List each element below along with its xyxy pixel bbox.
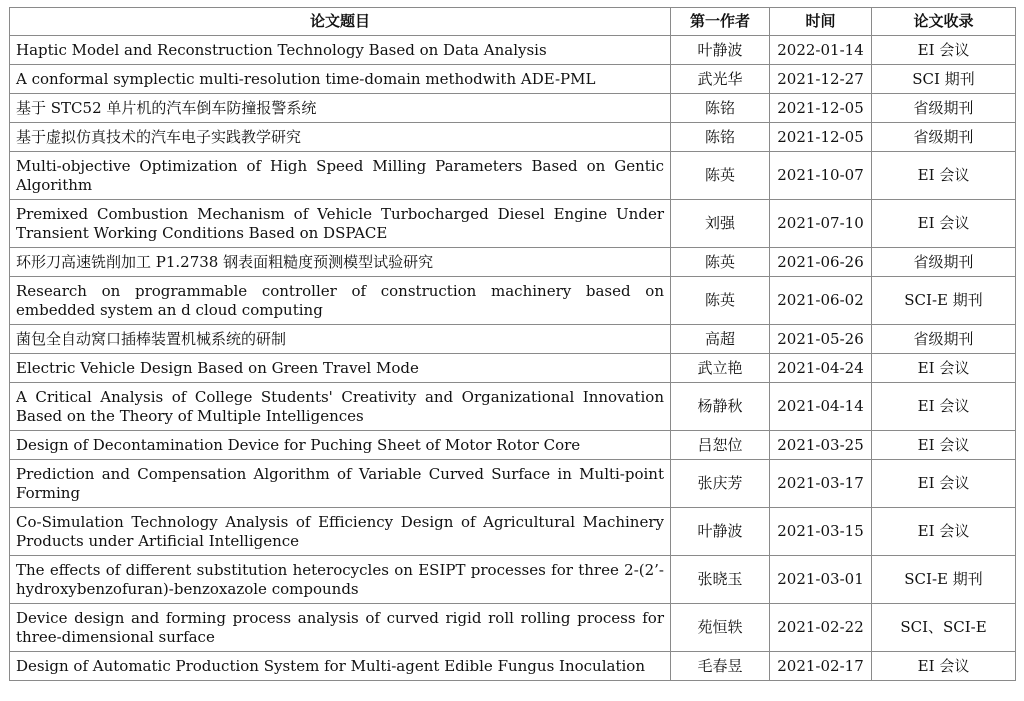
- paper-date: 2021-07-10: [770, 200, 872, 248]
- paper-author: 苑恒轶: [671, 604, 770, 652]
- paper-author: 吕恕位: [671, 431, 770, 460]
- paper-date: 2021-03-01: [770, 556, 872, 604]
- paper-indexing: SCI-E 期刊: [872, 277, 1016, 325]
- paper-author: 叶静波: [671, 508, 770, 556]
- table-row: [10, 383, 1016, 431]
- paper-title: Design of Decontamination Device for Puching Sheet of Motor Rotor Core: [10, 431, 671, 460]
- paper-indexing: 省级期刊: [872, 248, 1016, 277]
- paper-indexing: EI 会议: [872, 460, 1016, 508]
- paper-date: 2021-05-26: [770, 325, 872, 354]
- table-row: [10, 36, 1016, 65]
- paper-title: Haptic Model and Reconstruction Technology Based on Data Analysis: [10, 36, 671, 65]
- paper-date: 2021-03-15: [770, 508, 872, 556]
- paper-title: Prediction and Compensation Algorithm of Variable Curved Surface in Multi-point Forming: [10, 460, 671, 508]
- paper-title: Device design and forming process analysis of curved rigid roll rolling process for three-dimensional surface: [10, 604, 671, 652]
- paper-indexing: SCI、SCI-E: [872, 604, 1016, 652]
- paper-date: 2021-04-24: [770, 354, 872, 383]
- table-header-row: [10, 8, 1016, 36]
- table-row: [10, 460, 1016, 508]
- paper-indexing: 省级期刊: [872, 123, 1016, 152]
- paper-indexing: EI 会议: [872, 652, 1016, 681]
- paper-date: 2021-10-07: [770, 152, 872, 200]
- paper-title: Premixed Combustion Mechanism of Vehicle Turbocharged Diesel Engine Under Transient Working Conditions Based on DSPACE: [10, 200, 671, 248]
- paper-indexing: EI 会议: [872, 152, 1016, 200]
- paper-title: Co-Simulation Technology Analysis of Efficiency Design of Agricultural Machinery Products under Artificial Intelligence: [10, 508, 671, 556]
- papers-table: [9, 7, 1016, 681]
- paper-indexing: EI 会议: [872, 508, 1016, 556]
- header-title: 论文题目: [10, 8, 671, 36]
- paper-author: 陈英: [671, 277, 770, 325]
- paper-author: 武光华: [671, 65, 770, 94]
- table-row: [10, 604, 1016, 652]
- paper-title: 环形刀高速铣削加工 P1.2738 钢表面粗糙度预测模型试验研究: [10, 248, 671, 277]
- paper-author: 张庆芳: [671, 460, 770, 508]
- paper-author: 刘强: [671, 200, 770, 248]
- paper-author: 陈英: [671, 152, 770, 200]
- paper-indexing: EI 会议: [872, 431, 1016, 460]
- paper-date: 2021-02-22: [770, 604, 872, 652]
- paper-indexing: SCI 期刊: [872, 65, 1016, 94]
- paper-title: A conformal symplectic multi-resolution time-domain methodwith ADE-PML: [10, 65, 671, 94]
- table-row: [10, 123, 1016, 152]
- paper-indexing: SCI-E 期刊: [872, 556, 1016, 604]
- paper-title: A Critical Analysis of College Students' Creativity and Organizational Innovation Based on the Theory of Multiple Intelligences: [10, 383, 671, 431]
- paper-title: 基于虚拟仿真技术的汽车电子实践教学研究: [10, 123, 671, 152]
- paper-title: Design of Automatic Production System for Multi-agent Edible Fungus Inoculation: [10, 652, 671, 681]
- paper-author: 叶静波: [671, 36, 770, 65]
- paper-date: 2021-12-05: [770, 123, 872, 152]
- paper-title: Multi-objective Optimization of High Speed Milling Parameters Based on Gentic Algorithm: [10, 152, 671, 200]
- header-date: 时间: [770, 8, 872, 36]
- paper-author: 张晓玉: [671, 556, 770, 604]
- paper-date: 2022-01-14: [770, 36, 872, 65]
- paper-title: The effects of different substitution heterocycles on ESIPT processes for three 2-(2’-hydroxybenzofuran)-benzoxazole compounds: [10, 556, 671, 604]
- paper-date: 2021-03-25: [770, 431, 872, 460]
- paper-date: 2021-06-02: [770, 277, 872, 325]
- table-row: [10, 354, 1016, 383]
- table-row: [10, 652, 1016, 681]
- paper-date: 2021-06-26: [770, 248, 872, 277]
- paper-indexing: EI 会议: [872, 383, 1016, 431]
- paper-date: 2021-12-05: [770, 94, 872, 123]
- paper-author: 武立艳: [671, 354, 770, 383]
- paper-title: Electric Vehicle Design Based on Green Travel Mode: [10, 354, 671, 383]
- table-row: [10, 200, 1016, 248]
- paper-title: 基于 STC52 单片机的汽车倒车防撞报警系统: [10, 94, 671, 123]
- table-row: [10, 248, 1016, 277]
- table-row: [10, 277, 1016, 325]
- table-row: [10, 152, 1016, 200]
- paper-indexing: EI 会议: [872, 200, 1016, 248]
- paper-author: 高超: [671, 325, 770, 354]
- paper-author: 毛春昱: [671, 652, 770, 681]
- header-indexing: 论文收录: [872, 8, 1016, 36]
- paper-date: 2021-03-17: [770, 460, 872, 508]
- table-row: [10, 94, 1016, 123]
- paper-indexing: EI 会议: [872, 36, 1016, 65]
- table-row: [10, 431, 1016, 460]
- paper-author: 陈铭: [671, 94, 770, 123]
- paper-indexing: EI 会议: [872, 354, 1016, 383]
- paper-indexing: 省级期刊: [872, 94, 1016, 123]
- table-row: [10, 325, 1016, 354]
- paper-date: 2021-12-27: [770, 65, 872, 94]
- paper-author: 陈英: [671, 248, 770, 277]
- paper-author: 陈铭: [671, 123, 770, 152]
- paper-author: 杨静秋: [671, 383, 770, 431]
- paper-title: Research on programmable controller of construction machinery based on embedded system an d cloud computing: [10, 277, 671, 325]
- header-first-author: 第一作者: [671, 8, 770, 36]
- table-row: [10, 508, 1016, 556]
- paper-title: 菌包全自动窝口插棒装置机械系统的研制: [10, 325, 671, 354]
- papers-table-container: [9, 7, 1016, 681]
- paper-indexing: 省级期刊: [872, 325, 1016, 354]
- paper-date: 2021-04-14: [770, 383, 872, 431]
- table-row: [10, 556, 1016, 604]
- table-row: [10, 65, 1016, 94]
- paper-date: 2021-02-17: [770, 652, 872, 681]
